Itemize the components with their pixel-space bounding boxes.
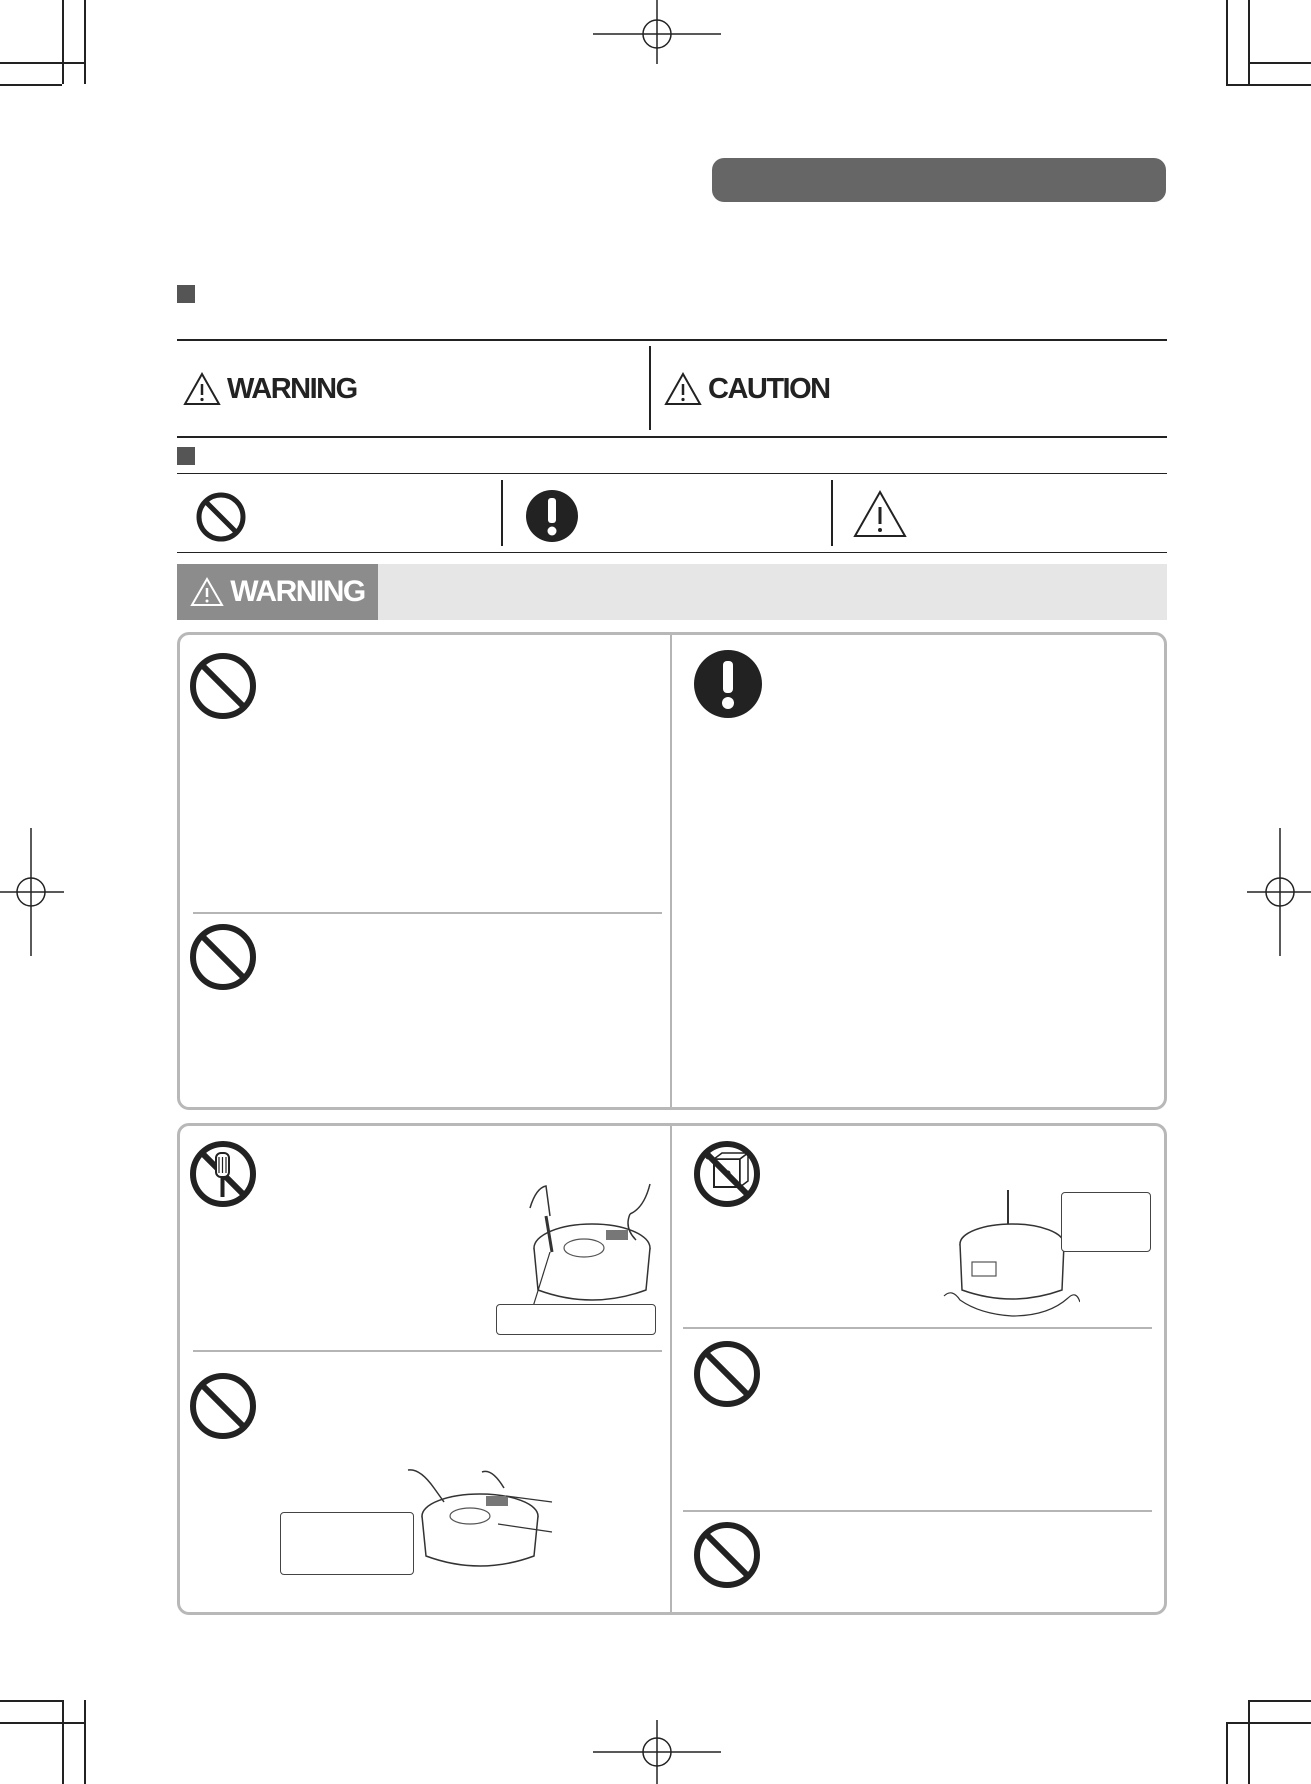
divider-symbols-v2 [831,480,833,546]
cooker-disassembly-illustration [526,1168,656,1308]
divider-symbols-bottom [177,552,1167,553]
warning-section-label: WARNING [177,564,378,620]
prohibited-icon [692,1520,762,1590]
mandatory-icon [693,649,763,719]
warning-triangle-icon [183,372,221,406]
box1-divider-horizontal [193,912,662,914]
registration-target-right [1247,828,1311,956]
prohibited-icon [188,922,258,992]
mandatory-icon [524,488,580,544]
divider-vertical-signal [649,346,651,430]
registration-target-left [0,828,64,956]
box2-divider-left [193,1350,662,1352]
divider-top [177,339,1167,341]
divider-symbols-top [177,473,1167,474]
divider-middle [177,436,1167,438]
no-water-immersion-icon [692,1139,762,1209]
warning-signal [183,372,357,406]
prohibited-icon [188,651,258,721]
box2-divider-vertical [670,1126,672,1612]
warning-triangle-icon [190,577,224,607]
prohibited-icon [195,491,247,543]
warning-box-1 [177,632,1167,1110]
vents-callout [280,1512,414,1575]
registration-target-bottom [593,1720,721,1784]
caution-label: CAUTION [708,372,830,405]
divider-symbols-v1 [501,480,503,546]
section-title-tab [712,158,1166,202]
registration-target-top [593,0,721,64]
heading-bullet-signal-words [177,285,195,303]
box2-divider-right-2 [683,1510,1152,1512]
warning-label: WARNING [227,372,357,405]
prohibited-icon [188,1371,258,1441]
cooker-water-illustration [940,1190,1080,1320]
disassembly-callout [496,1304,656,1335]
caution-triangle-icon [664,372,702,406]
no-disassembly-icon [188,1139,258,1209]
heading-bullet-symbols [177,447,195,465]
box1-divider-vertical [670,635,672,1107]
caution-signal [664,372,830,406]
cooker-vents-illustration [400,1466,560,1576]
water-callout [1061,1192,1151,1252]
box2-divider-right-1 [683,1327,1152,1329]
attention-triangle-icon [852,489,908,539]
prohibited-icon [692,1339,762,1409]
